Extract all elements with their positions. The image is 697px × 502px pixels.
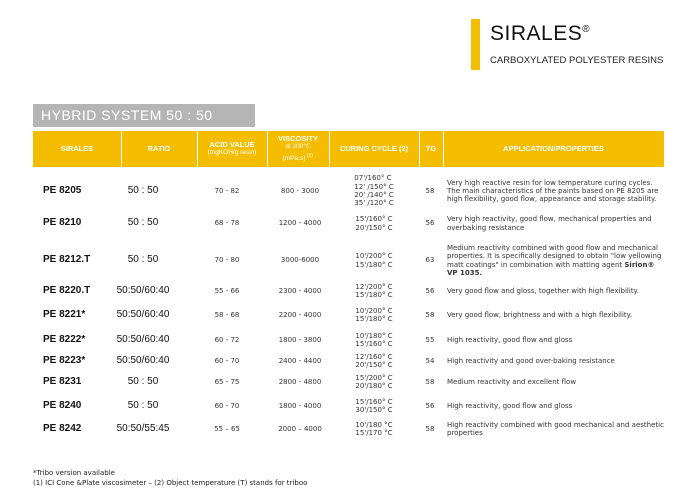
curing-cycle-step: 07'/160° C [354,174,392,183]
system-title-bar: HYBRID SYSTEM 50 : 50 [33,104,255,127]
table-row [33,418,664,440]
table-row [33,373,664,391]
application-text: Very high reactivity, good flow, mechanical properties and overbaking resistance [447,215,652,232]
application-text: Very good flow and gloss, together with high flexibility. [447,286,639,295]
application-text: Medium reactivity and excellent flow [447,377,577,386]
curing-cycle [333,303,415,327]
application-text: Very high reactive resin for low temperature curing cycles. The main characteristics of the paints based on PE 8205 are high flexibility, good flow, appearance and storage stability. [447,178,659,204]
curing-cycle-step: 10'/180 °C [355,420,393,429]
curing-cycle-step: 15'/200° C [355,373,393,382]
header-viscosity-unit-wrap [283,152,313,164]
curing-cycle-list [355,332,392,349]
curing-cycle [333,281,415,301]
ratio-value: 50 : 50 [127,184,159,196]
application-text-wrap [447,336,572,344]
curing-cycle-list [355,215,392,232]
header-acid-label: ACID VALUE [209,139,255,149]
application-text-wrap [447,421,664,438]
curing-cycle-list [355,374,392,391]
curing-cycle-list [354,174,393,207]
curing-cycle-step: 10'/200° C [355,306,393,315]
product-name: PE 8212.T [43,254,91,266]
curing-cycle-step: 20'/150° C [355,223,393,232]
acid-value: 55 - 66 [214,286,240,295]
application-highlight: Sirion® VP 1035. [447,260,655,277]
application-properties [447,171,664,211]
tg-value: 55 [425,335,435,344]
tg-value: 56 [425,286,435,295]
table-row [33,330,664,350]
ratio-value: 50 : 50 [127,217,159,229]
tg-value: 58 [425,424,435,433]
tg-value: 58 [425,310,435,319]
application-text: High reactivity combined with good mechanical and aesthetic properties [447,420,664,437]
header-ratio: RATIO [147,143,171,153]
tg-value: 56 [425,401,435,410]
product-name: PE 8205 [43,184,82,196]
acid-value: 65 - 75 [214,377,240,386]
curing-cycle [333,418,415,440]
viscosity-value: 2300 - 4000 [278,286,322,295]
curing-cycle-step: 15'/180° C [355,315,393,323]
application-text-wrap [447,179,664,204]
tg-value: 58 [425,186,435,195]
application-properties [447,240,664,281]
curing-cycle-step: 30'/150° C [355,406,393,414]
application-text: Medium reactivity combined with good flow and mechanical properties. It is specifically designed to obtain "low yellowing matt coatings" in combination with matting agent [447,243,662,269]
viscosity-value: 800 - 3000 [280,186,320,195]
curing-cycle-step: 15'/160° C [355,215,393,224]
application-text: High reactivity, good flow and gloss [447,401,573,410]
application-properties [447,418,664,440]
product-name: PE 8231 [43,375,82,387]
curing-cycle-list [355,307,392,324]
footnote-tribo: *Tribo version available [33,469,115,477]
product-name: PE 8240 [43,399,82,411]
viscosity-value: 2800 - 4800 [278,377,322,386]
curing-cycle [333,395,415,417]
curing-cycle [333,211,415,236]
curing-cycle-step: 15'/180° C [355,291,393,299]
acid-value: 70 - 82 [214,186,240,195]
curing-cycle-step: 35' /120° C [354,199,394,208]
header-viscosity-label: VISCOSITY [277,133,318,143]
header-sirales: SIRALES [60,143,94,153]
brand-name: SIRALES [490,22,583,45]
tg-value: 58 [425,377,435,386]
footnote-viscosimeter: (1) ICI Cone &Plate viscosimeter – (2) Object temperature (T) stands for triboo [33,479,308,487]
acid-value: 60 - 70 [214,356,240,365]
product-name: PE 8210 [43,217,82,229]
table-row [33,171,664,211]
curing-cycle-step: 12'/200° C [355,282,393,291]
application-text-wrap [447,244,664,277]
viscosity-value: 2400 - 4400 [278,356,322,365]
ratio-value: 50:50/60:40 [116,284,170,296]
header-viscosity-sup: (1) [306,152,313,159]
curing-cycle-step: 15'/170 °C [355,429,393,437]
table-row [33,211,664,236]
viscosity-value: 1800 - 3800 [278,335,322,344]
header-acid-unit: (mgKOH/g resin) [207,149,257,156]
curing-cycle-step: 10'/180° C [355,331,393,340]
curing-cycle [333,373,415,391]
curing-cycle-list [355,283,392,300]
ratio-value: 50 : 50 [127,399,159,411]
curing-cycle-step: 12'/160° C [355,352,393,361]
curing-cycle-list [355,353,392,370]
product-name: PE 8220.T [43,284,91,296]
product-name: PE 8221* [43,308,86,320]
curing-cycle-step: 20' /140° C [354,191,394,199]
viscosity-value: 1800 - 4000 [278,401,322,410]
table-row [33,303,664,327]
ratio-value: 50 : 50 [127,375,159,387]
curing-cycle-list [355,398,392,415]
viscosity-value: 2000 – 4000 [278,424,322,433]
application-properties [447,373,664,391]
viscosity-value: 1200 - 4000 [278,219,322,228]
tg-value: 54 [425,356,435,365]
product-name: PE 8223* [43,354,86,366]
curing-cycle-step: 20'/150° C [355,361,393,369]
tg-value: 63 [425,256,435,265]
application-text-wrap [447,287,639,295]
header-curing-cycle: CURING CYCLE (2) [339,143,409,153]
acid-value: 70 - 80 [214,256,240,265]
header-acid-value [197,131,267,167]
application-properties [447,351,664,371]
curing-cycle [333,240,415,281]
viscosity-value: 2200 - 4000 [278,310,322,319]
application-text: High reactivity, good flow and gloss [447,335,573,344]
curing-cycle [333,351,415,371]
registered-mark: ® [582,24,591,35]
table-row [33,240,664,281]
acid-value: 60 - 72 [214,335,240,344]
tg-value: 56 [425,219,435,228]
application-text: High reactivity and good over-baking resistance [447,356,615,365]
header-viscosity [267,131,329,167]
header-viscosity-unit: [mPa.s] [283,154,306,162]
brand-title [490,22,590,46]
application-properties [447,330,664,350]
application-properties [447,281,664,301]
ratio-value: 50:50/55:45 [116,422,170,434]
table-header [33,131,664,167]
ratio-value: 50:50/60:40 [116,333,170,345]
ratio-value: 50:50/60:40 [116,308,170,320]
curing-cycle-step: 15'/160° C [355,340,393,348]
application-text-wrap [447,402,572,410]
application-properties [447,211,664,236]
header-viscosity-at: at 200°C [285,143,311,151]
curing-cycle-step: 10'/200° C [355,252,393,261]
product-name: PE 8242 [43,422,82,434]
curing-cycle-step: 15'/180° C [355,260,393,269]
curing-cycle-list [355,252,392,269]
application-properties [447,303,664,327]
acid-value: 60 - 70 [214,401,240,410]
table-row [33,351,664,371]
curing-cycle-step: 20'/180° C [355,382,393,390]
curing-cycle-step: 12' /150° C [354,182,394,191]
acid-value: 55 – 65 [214,424,240,433]
brand-accent-bar [471,19,480,70]
curing-cycle-list [355,421,392,438]
curing-cycle [333,330,415,350]
ratio-value: 50 : 50 [127,254,159,266]
application-text-wrap [447,215,664,232]
application-text-wrap [447,357,615,365]
application-text-wrap [447,311,632,319]
acid-value: 68 - 78 [214,219,240,228]
viscosity-value: 3000-6000 [280,256,320,265]
table-row [33,281,664,301]
curing-cycle-step: 15'/160° C [355,397,393,406]
header-application: APPLICATION/PROPERTIES [503,143,604,153]
product-name: PE 8222* [43,333,86,345]
acid-value: 58 - 68 [214,310,240,319]
ratio-value: 50:50/60:40 [116,354,170,366]
application-text: Very good flow, brightness and with a high flexibility. [447,310,633,319]
header-tg: TG [425,143,437,153]
brand-subtitle: CARBOXYLATED POLYESTER RESINS [490,55,664,66]
table-row [33,395,664,417]
application-text-wrap [447,378,576,386]
application-properties [447,395,664,417]
curing-cycle [333,171,415,211]
